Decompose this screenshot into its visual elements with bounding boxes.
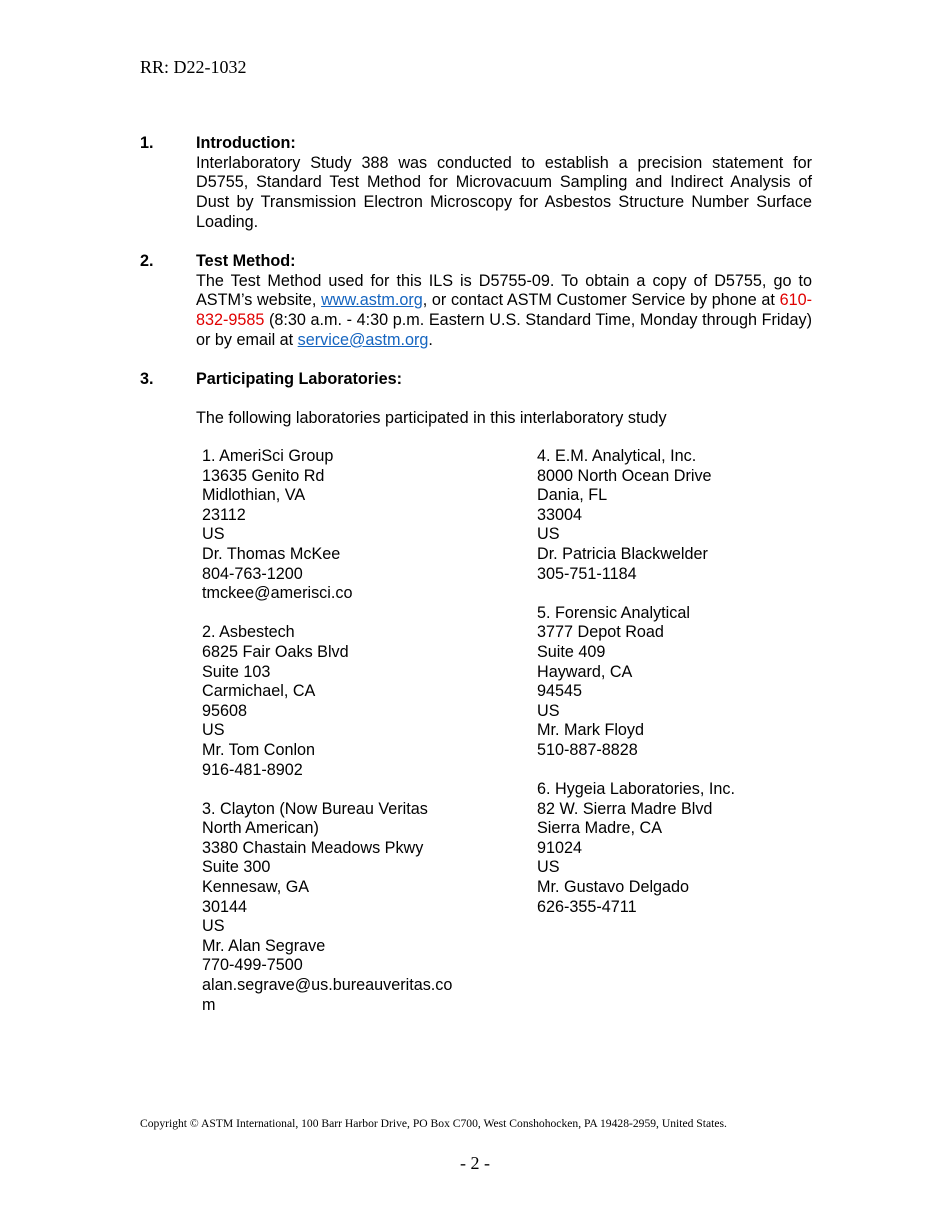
section-test-method [140,252,812,351]
lab-contact: Mr. Gustavo Delgado [537,878,690,897]
section-number: 2. [140,252,154,270]
section-introduction [140,134,812,233]
labs-intro: The following laboratories participated in this interlaboratory study [196,409,667,428]
lab-zip: 94545 [537,682,583,701]
lab-entry [202,800,482,1016]
body-text: The Test Method used for this ILS is D5755-09. To obtain a copy of D5755, go to ASTM’s website, [196,271,812,310]
section-number: 3. [140,370,154,388]
lab-entry [202,623,482,780]
lab-phone: 916-481-8902 [202,760,303,779]
lab-country: US [537,858,560,877]
lab-name: 3. Clayton (Now Bureau Veritas [202,799,428,818]
copyright-notice: Copyright © ASTM International, 100 Barr Harbor Drive, PO Box C700, West Conshohocken, PA 19428-2959, United States. [140,1117,727,1130]
lab-name-cont: North American) [202,819,319,838]
lab-city: Carmichael, CA [202,682,316,701]
lab-address: 6825 Fair Oaks Blvd [202,642,349,661]
lab-city: Kennesaw, GA [202,878,310,897]
lab-zip: 91024 [537,838,583,857]
lab-address: 3380 Chastain Meadows Pkwy [202,838,424,857]
lab-suite: Suite 300 [202,858,271,877]
lab-city: Midlothian, VA [202,486,306,505]
page-number: - 2 - [460,1153,490,1173]
section-title: Introduction: [196,134,296,152]
section-number: 1. [140,134,154,152]
lab-address: 8000 North Ocean Drive [537,466,712,485]
lab-address: 13635 Genito Rd [202,466,325,485]
phone-number: 610-832-9585 [196,291,812,330]
lab-name: 2. Asbestech [202,623,295,642]
lab-name: 5. Forensic Analytical [537,603,690,622]
lab-zip: 33004 [537,505,583,524]
lab-address: 3777 Depot Road [537,623,664,642]
lab-country: US [537,525,560,544]
lab-contact: Dr. Patricia Blackwelder [537,544,708,563]
lab-email: tmckee@amerisci.co [202,584,353,603]
lab-entry [202,447,482,604]
lab-country: US [537,701,560,720]
body-text: . [428,330,433,349]
section-body: Interlaboratory Study 388 was conducted to establish a precision statement for D5755, Standard Test Method for Microvacuum Sampling and Indirect Analysis of Dust by Transmission Electron Microscopy for Asbestos Structure Number Surface Loading. [196,153,812,231]
lab-entry [537,604,817,761]
lab-zip: 23112 [202,505,246,524]
section-body [196,272,812,351]
lab-phone: 804-763-1200 [202,564,303,583]
lab-contact: Mr. Tom Conlon [202,740,316,759]
section-participating-laboratories [140,370,812,429]
lab-entry [537,780,817,917]
lab-phone: 626-355-4711 [537,897,637,916]
document-reference: RR: D22-1032 [140,57,247,77]
lab-contact: Mr. Mark Floyd [537,721,645,740]
lab-city: Dania, FL [537,486,608,505]
lab-suite: Suite 103 [202,662,271,681]
lab-name: 6. Hygeia Laboratories, Inc. [537,780,735,799]
lab-contact: Mr. Alan Segrave [202,936,326,955]
body-text: , or contact ASTM Customer Service by phone at [422,291,780,310]
lab-name: 4. E.M. Analytical, Inc. [537,447,697,465]
lab-phone: 770-499-7500 [202,956,303,975]
section-title: Participating Laboratories: [196,370,402,388]
email-link[interactable]: service@astm.org [297,330,429,349]
lab-entry [537,447,817,584]
labs-column-left [202,447,482,1035]
lab-name: 1. AmeriSci Group [202,447,334,465]
lab-city: Hayward, CA [537,662,633,681]
section-title: Test Method: [196,252,296,270]
lab-country: US [202,721,225,740]
lab-suite: Suite 409 [537,642,606,661]
lab-email: alan.segrave@us.bureauveritas.co [202,976,453,995]
website-link[interactable]: www.astm.org [321,291,423,310]
lab-contact: Dr. Thomas McKee [202,544,341,563]
lab-email-cont: m [202,995,216,1014]
lab-country: US [202,525,225,544]
lab-phone: 510-887-8828 [537,740,638,759]
lab-phone: 305-751-1184 [537,564,637,583]
lab-zip: 30144 [202,897,248,916]
lab-city: Sierra Madre, CA [537,819,663,838]
lab-zip: 95608 [202,701,248,720]
body-text: (8:30 a.m. - 4:30 p.m. Eastern U.S. Standard Time, Monday through Friday) or by email at [196,311,812,349]
labs-column-right [537,447,817,937]
lab-country: US [202,917,225,936]
lab-address: 82 W. Sierra Madre Blvd [537,799,713,818]
